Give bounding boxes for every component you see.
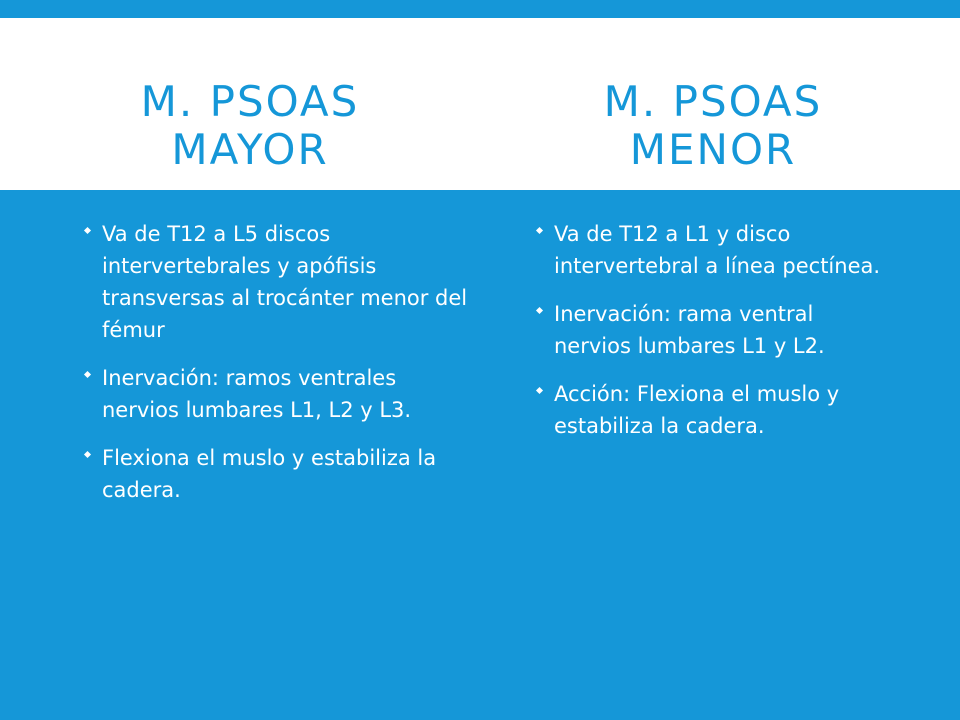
left-bullet-list: [78, 218, 468, 506]
right-title-line-1: M. PSOAS: [603, 77, 823, 126]
left-title-line-2: MAYOR: [171, 125, 329, 174]
right-bullet-column: [530, 218, 890, 458]
left-title-line-1: M. PSOAS: [140, 77, 360, 126]
square-bullet-icon: [82, 362, 94, 394]
left-bullet-text-1: Va de T12 a L5 discos intervertebrales y apófisis transversas al trocánter menor del fémur: [102, 222, 468, 342]
right-column-title: [553, 78, 873, 174]
top-accent-band: [0, 0, 960, 18]
left-column-title: [90, 78, 410, 174]
right-bullet-list: [530, 218, 890, 442]
left-bullet-item: [78, 442, 468, 506]
left-bullet-text-2: Inervación: ramos ventrales nervios lumbares L1, L2 y L3.: [102, 366, 412, 422]
slide-content: [0, 190, 960, 720]
right-bullet-item: [530, 378, 890, 442]
right-bullet-item: [530, 298, 890, 362]
left-bullet-item: [78, 362, 468, 426]
left-bullet-text-3: Flexiona el muslo y estabiliza la cadera.: [102, 446, 437, 502]
left-bullet-column: [78, 218, 468, 522]
right-bullet-text-1: Va de T12 a L1 y disco intervertebral a línea pectínea.: [554, 222, 881, 278]
right-title-line-2: MENOR: [629, 125, 797, 174]
right-bullet-item: [530, 218, 890, 282]
square-bullet-icon: [82, 442, 94, 474]
square-bullet-icon: [534, 218, 546, 250]
right-bullet-text-3: Acción: Flexiona el muslo y estabiliza la cadera.: [554, 382, 840, 438]
square-bullet-icon: [82, 218, 94, 250]
left-bullet-item: [78, 218, 468, 346]
square-bullet-icon: [534, 378, 546, 410]
square-bullet-icon: [534, 298, 546, 330]
right-bullet-text-2: Inervación: rama ventral nervios lumbares L1 y L2.: [554, 302, 825, 358]
slide-header: [0, 18, 960, 190]
